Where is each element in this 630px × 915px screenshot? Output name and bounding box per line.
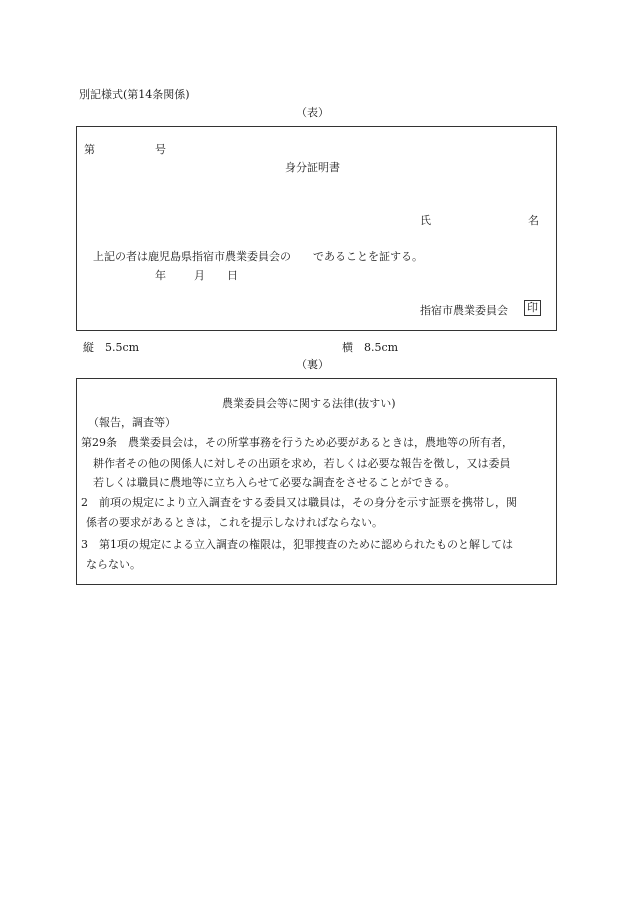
date-day: 日 xyxy=(227,269,238,282)
article-line-2: 耕作者その他の関係人に対しその出頭を求め，若しくは必要な報告を徴し，又は委員 xyxy=(93,457,511,470)
number-prefix: 第 xyxy=(84,143,95,156)
name-label-2: 名 xyxy=(528,214,539,227)
date-month: 月 xyxy=(194,269,205,282)
section-heading: （報告，調査等） xyxy=(88,416,176,429)
certification-statement: 上記の者は鹿児島県指宿市農業委員会の であることを証する。 xyxy=(93,250,423,263)
article-line-1: 第29条 農業委員会は，その所掌事務を行うため必要があるときは，農地等の所有者， xyxy=(81,436,513,449)
paragraph-3-line-1: 3 第1項の規定による立入調査の権限は，犯罪捜査のために認められたものと解しては xyxy=(81,538,513,551)
issuer-name: 指宿市農業委員会 xyxy=(420,304,508,317)
article-line-3: 若しくは職員に農地等に立ち入らせて必要な調査をさせることができる。 xyxy=(93,476,456,489)
back-side-label: （裏） xyxy=(296,358,329,371)
paragraph-2-line-2: 係者の要求があるときは，これを提示しなければならない。 xyxy=(86,516,383,529)
front-card xyxy=(76,126,557,331)
paragraph-2-line-1: 2 前項の規定により立入調査をする委員又は職員は，その身分を示す証票を携帯し，関 xyxy=(81,496,517,509)
dimension-horizontal: 横 8.5cm xyxy=(342,341,399,354)
certificate-title: 身分証明書 xyxy=(285,161,340,174)
number-suffix: 号 xyxy=(155,143,166,156)
law-title: 農業委員会等に関する法律(抜すい) xyxy=(222,397,396,410)
seal-text: 印 xyxy=(524,300,541,316)
paragraph-3-line-2: ならない。 xyxy=(86,558,141,571)
date-year: 年 xyxy=(155,269,166,282)
name-label-1: 氏 xyxy=(420,214,431,227)
front-side-label: （表） xyxy=(296,106,329,119)
seal-mark xyxy=(524,300,541,316)
form-label: 別記様式(第14条関係) xyxy=(79,88,190,101)
back-card xyxy=(76,378,557,585)
dimension-vertical: 縦 5.5cm xyxy=(83,341,140,354)
